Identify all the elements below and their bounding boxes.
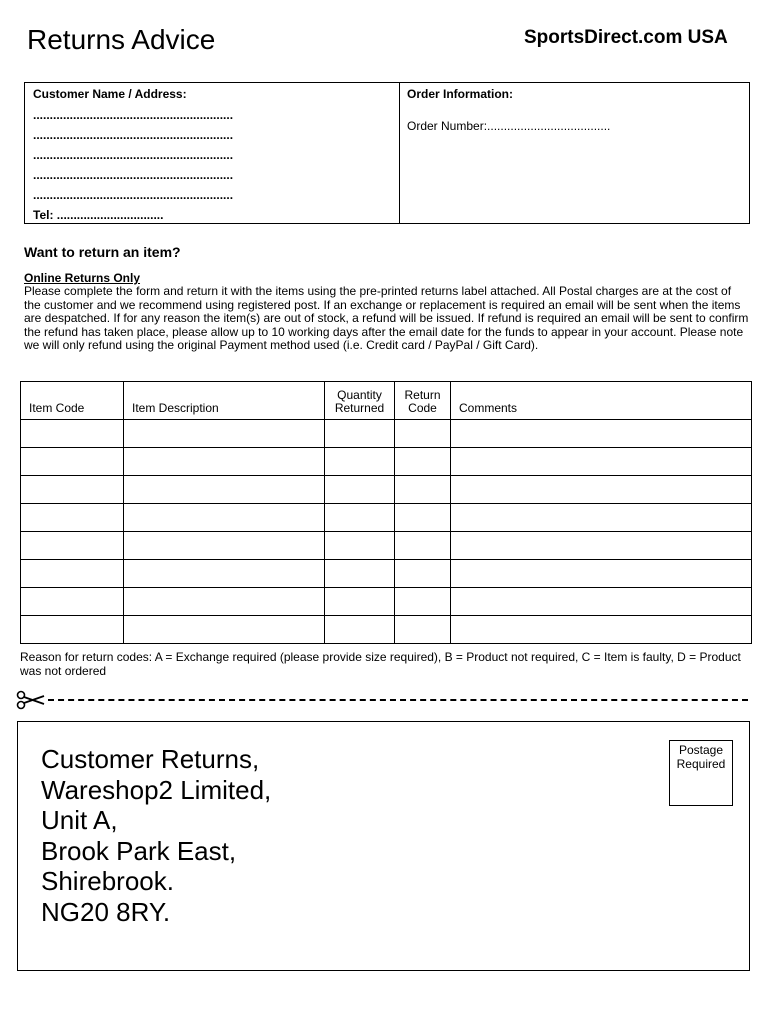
table-cell[interactable]: [21, 448, 124, 476]
table-row: [21, 532, 752, 560]
table-cell[interactable]: [451, 448, 752, 476]
table-cell[interactable]: [124, 588, 325, 616]
page-title: Returns Advice: [27, 24, 216, 55]
table-cell[interactable]: [21, 588, 124, 616]
table-row: [21, 588, 752, 616]
customer-address-line-3[interactable]: ............................................................: [33, 148, 234, 162]
table-cell[interactable]: [124, 448, 325, 476]
brand-name: SportsDirect.com USA: [524, 27, 728, 48]
table-header-row: [21, 382, 752, 420]
table-cell[interactable]: [451, 504, 752, 532]
table-cell[interactable]: [325, 420, 395, 448]
online-returns-heading: Online Returns Only: [24, 271, 141, 285]
customer-address-line-2[interactable]: ............................................................: [33, 128, 234, 142]
table-cell[interactable]: [325, 476, 395, 504]
table-cell[interactable]: [325, 588, 395, 616]
address-line: Unit A,: [41, 805, 118, 835]
return-heading: Want to return an item?: [24, 244, 181, 260]
table-cell[interactable]: [325, 532, 395, 560]
table-cell[interactable]: [124, 560, 325, 588]
table-cell[interactable]: [124, 476, 325, 504]
table-cell[interactable]: [325, 616, 395, 644]
table-cell[interactable]: [451, 420, 752, 448]
table-cell[interactable]: [451, 532, 752, 560]
table-cell[interactable]: [124, 616, 325, 644]
address-line: Brook Park East,: [41, 835, 237, 866]
table-cell[interactable]: [21, 616, 124, 644]
table-cell[interactable]: [21, 560, 124, 588]
table-cell[interactable]: [395, 476, 451, 504]
address-line: Wareshop2 Limited,: [41, 774, 272, 805]
table-cell[interactable]: [21, 420, 124, 448]
table-row: [21, 560, 752, 588]
table-cell[interactable]: [451, 560, 752, 588]
table-cell[interactable]: [21, 476, 124, 504]
return-address-label: [17, 721, 750, 971]
table-cell[interactable]: [395, 588, 451, 616]
table-cell[interactable]: [395, 616, 451, 644]
order-information-label: Order Information:: [407, 87, 514, 101]
table-row: [21, 476, 752, 504]
return-items-table: [20, 381, 752, 644]
table-cell[interactable]: [451, 616, 752, 644]
table-cell[interactable]: [124, 420, 325, 448]
table-cell[interactable]: [395, 504, 451, 532]
address-line: Customer Returns,: [41, 744, 260, 774]
table-cell[interactable]: [395, 420, 451, 448]
address-line: NG20 8RY.: [41, 896, 171, 927]
customer-address-line-4[interactable]: ............................................................: [33, 168, 234, 182]
postage-required-box: [669, 740, 733, 806]
table-cell[interactable]: [325, 560, 395, 588]
table-row: [21, 448, 752, 476]
table-cell[interactable]: [124, 504, 325, 532]
table-cell[interactable]: [395, 532, 451, 560]
comments-header: Comments: [451, 382, 752, 420]
table-cell[interactable]: [451, 476, 752, 504]
table-cell[interactable]: [395, 448, 451, 476]
item-code-header: Item Code: [21, 382, 124, 420]
required-label: Required: [676, 757, 726, 771]
table-cell[interactable]: [21, 532, 124, 560]
customer-order-info-box: [24, 82, 750, 224]
customer-tel-line[interactable]: Tel: ................................: [33, 208, 164, 222]
table-cell[interactable]: [21, 504, 124, 532]
order-number-field[interactable]: Order Number:.....................................: [407, 119, 611, 133]
cut-line: [48, 699, 748, 701]
return-code-header: Return Code: [395, 382, 451, 420]
customer-address-line-5[interactable]: ............................................................: [33, 188, 234, 202]
return-instructions: Please complete the form and return it with the items using the pre-printed returns label attached. All Postal charges are at the cost of the customer and we recommend using registered post. If an exchange or replacement is required an email will be sent when the items are despatched. If for any reason the item(s) are out of stock, a refund will be issued. If refund is required an email will be sent to confirm the refund has taken place, please allow up to 10 working days after the email date for the funds to appear in your account. Please note we will only refund using the original Payment method used (i.e. Credit card / PayPal / Gift Card).: [24, 284, 749, 353]
table-row: [21, 616, 752, 644]
item-description-header: Item Description: [124, 382, 325, 420]
postage-label: Postage: [678, 743, 724, 757]
table-cell[interactable]: [395, 560, 451, 588]
scissors-icon: [16, 690, 46, 710]
table-cell[interactable]: [124, 532, 325, 560]
table-row: [21, 420, 752, 448]
customer-name-address-label: Customer Name / Address:: [33, 87, 187, 101]
quantity-returned-header: Quantity Returned: [325, 382, 395, 420]
customer-address-line-1[interactable]: ............................................................: [33, 108, 234, 122]
table-cell[interactable]: [325, 504, 395, 532]
return-address: [41, 744, 271, 927]
reason-codes-note: Reason for return codes: A = Exchange required (please provide size required), B = Product not required, C = Item is faulty, D = Product was not ordered: [20, 650, 741, 678]
table-row: [21, 504, 752, 532]
table-cell[interactable]: [451, 588, 752, 616]
address-line: Shirebrook.: [41, 866, 174, 896]
info-divider: [399, 83, 400, 223]
table-cell[interactable]: [325, 448, 395, 476]
